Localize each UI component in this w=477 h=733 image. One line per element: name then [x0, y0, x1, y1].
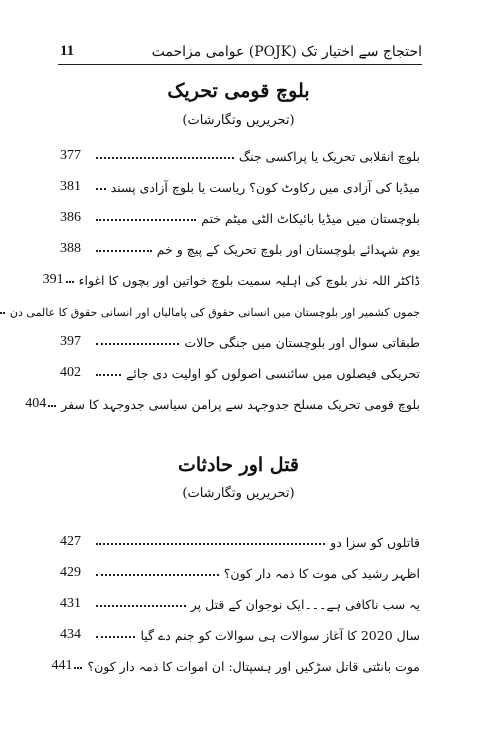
entry-title: تحریکی فیصلوں میں سائنسی اصولوں کو اولیت دی جائے — [126, 366, 420, 381]
entry-title: موت بانٹتی قاتل سڑکیں اور ہسپتال: ان اموات کا ذمہ دار کون؟ — [87, 659, 420, 674]
entry-page: 404 — [25, 396, 47, 411]
section-title-baloch-movement: بلوچ قومی تحریک — [167, 80, 310, 102]
section-subtitle: (تحریریں وتگارشات) — [182, 113, 295, 128]
dot-leader — [96, 636, 135, 638]
entry-title: طبقاتی سوال اور بلوچستان میں جنگی حالات — [184, 335, 420, 350]
entry-title: یوم شہدائے بلوچستان اور بلوچ تحریک کے پیچ و خم — [156, 242, 420, 257]
entry-page: 377 — [60, 148, 81, 163]
entry-title: میڈیا کی آزادی میں رکاوٹ کون؟ ریاست یا بلوچ آزادی پسند — [110, 180, 420, 195]
entry-page: 434 — [60, 627, 81, 642]
entry-title: اظہر رشید کی موت کا ذمہ دار کون؟ — [223, 566, 420, 581]
page-number: 11 — [60, 43, 75, 59]
entry-page: 427 — [60, 534, 81, 549]
entry-title: بلوچستان میں میڈیا بائیکاٹ الٹی میٹم ختم — [201, 211, 420, 226]
entry-page: 381 — [60, 179, 81, 194]
toc-entry[interactable] — [60, 559, 420, 581]
toc-entry[interactable] — [60, 621, 420, 643]
toc-entry[interactable] — [51, 652, 420, 674]
toc-entry[interactable] — [60, 528, 420, 550]
entry-page: 397 — [60, 334, 81, 349]
dot-leader — [96, 543, 325, 545]
dot-leader — [96, 605, 186, 607]
section-subtitle: (تحریریں وتگارشات) — [182, 486, 295, 501]
entry-page: 429 — [60, 565, 81, 580]
dot-leader — [0, 312, 5, 314]
entry-page: 388 — [60, 241, 81, 256]
entry-page: 386 — [60, 210, 81, 225]
entry-page: 431 — [60, 596, 81, 611]
entry-page: 402 — [60, 365, 81, 380]
section-title-murders-accidents: قتل اور حادثات — [177, 454, 300, 476]
entry-title: بلوچ انقلابی تحریک یا پراکسی جنگ — [238, 149, 420, 164]
entry-title: ڈاکٹر اللہ نذر بلوچ کی اہلیہ سمیت بلوچ خواتین اور بچوں کا اغواء — [78, 273, 420, 288]
entry-title: قاتلوں کو سزا دو — [330, 535, 420, 550]
entry-title: یہ سب ناکافی ہے۔۔۔ایک نوجوان کے قتل پر — [190, 597, 420, 612]
running-title: احتجاج سے اختیار تک (POJK) عوامی مزاحمت — [151, 44, 422, 60]
dot-leader — [96, 574, 219, 576]
entry-title: بلوچ قومی تحریک مسلح جدوجہد سے پرامن سیاسی جدوجہد کا سفر — [61, 397, 420, 412]
toc-entry[interactable] — [60, 590, 420, 612]
entry-page: 391 — [42, 272, 64, 287]
entry-title: سال 2020 کا آغاز سوالات ہی سوالات کو جنم دے گیا — [140, 628, 420, 643]
entry-title: جموں کشمیر اور بلوچستان میں انسانی حقوق کی پامالیاں اور انسانی حقوق کا عالمی دن — [9, 306, 420, 319]
dot-leader — [74, 667, 82, 669]
dot-leader — [48, 405, 56, 407]
entry-page: 441 — [51, 658, 73, 673]
